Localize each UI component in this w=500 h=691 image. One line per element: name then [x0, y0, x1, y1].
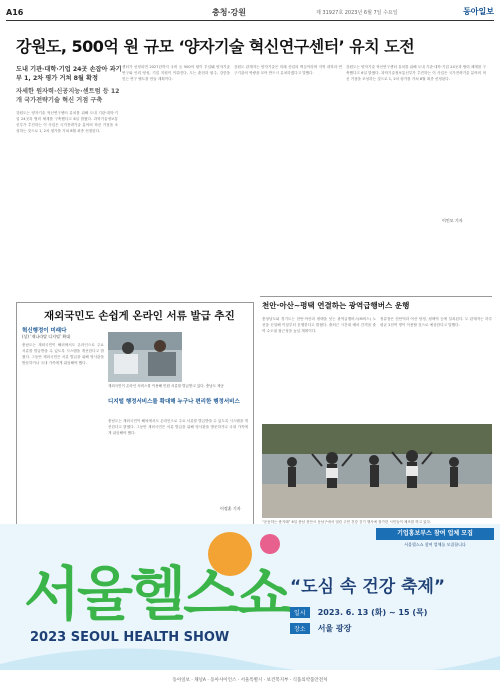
right-article-rule [260, 296, 492, 297]
main-headline: 강원도, 500억 원 규모 ‘양자기술 혁신연구센터’ 유치 도전 [16, 37, 415, 56]
page-number: A16 [6, 8, 24, 17]
right-article-body-1: 충청남도와 경기도는 천안·아산과 평택을 잇는 광역급행버스(M버스) 노선을 신설해 이달부터 운행한다고 밝혔다. 출퇴근 시간대 배차 간격을 줄여 수도권 접근성을 높일 계획이다. [262, 317, 376, 333]
newspaper-logo: 동아일보 [463, 7, 494, 16]
section-name: 충청·강원 [212, 8, 246, 17]
ad-place-row [290, 616, 490, 633]
box-article-photo [108, 332, 182, 382]
main-subheadline-1: 도내 기관·대학·기업 24곳 손잡아 과기부 1, 2차 평가 거쳐 8월 확정 [16, 66, 122, 82]
box-article-series: 혁신행정이 미래다 [22, 328, 67, 334]
ad-date-row [290, 600, 490, 617]
bottom-section-anchor [16, 0, 17, 1]
box-article-body-2: 충남도는 재외국민이 해외에서도 온라인으로 주요 서류를 발급받을 수 있도록 시스템을 개선한다고 밝혔다. 그동안 재외국민은 서류 발급을 위해 영사관을 방문하거나 국내 가족에게 위임해야 했다. [108, 419, 248, 435]
main-body-col-1: 강원도는 양자기술 혁신연구센터 유치를 위해 도내 기관·대학·기업 24곳과 협력 체계를 구축했다고 6일 밝혔다. 과학기술정보통신부가 추진하는 이 사업은 국가전략기술 분야의 혁신 거점을 조성하는 것으로 1, 2차 평가를 거쳐 8월 최종 선정된다. [16, 111, 118, 133]
issue-meta: 제 31927호 2023년 6월 7일 수요일 [316, 10, 398, 16]
ad-date-label: 일시 [290, 607, 310, 618]
ad-slogan: “도심 속 건강 축제” [290, 577, 446, 597]
ad-place-value: 서울 광장 [317, 624, 352, 633]
box-article-body: 충남도는 재외국민이 해외에서도 온라인으로 주요 서류를 발급받을 수 있도록 시스템을 개선한다고 밝혔다. 그동안 재외국민은 서류 발급을 위해 영사관을 방문하거나 국내 가족에게 위임해야 했다. [22, 343, 104, 365]
ad-title-english: 2023 SEOUL HEALTH SHOW [30, 630, 230, 645]
ad-date-value: 2023. 6. 13 (화) ∼ 15 (목) [317, 608, 428, 617]
box-article-headline: 재외국민도 손쉽게 온라인 서류 발급 추진 [44, 310, 235, 322]
main-body-col-3: 강원도 관계자는 양자기술은 미래 산업의 핵심이라며 지역 대학과 연구기관의 역량을 모아 반드시 유치하겠다고 말했다. [234, 65, 342, 75]
ad-recruit-banner: 기업홍보부스 참여 업체 모집 [376, 528, 494, 540]
main-byline: 이인모 기자 [442, 218, 463, 223]
box-article-series-sub: (상) ‘재나라탈 디지털’ 확대 [22, 334, 71, 339]
right-article-photo [262, 424, 492, 518]
ad-title-korean: 서울헬스쇼 [24, 560, 290, 628]
ad-banner [0, 524, 500, 691]
page-header [6, 6, 494, 21]
right-article-photo-caption: “운동하는 충거래” 6일 충남 천안시 동남구에서 열린 주민 건강 걷기 행사에 참가한 시민들이 체조를 하고 있다. [262, 520, 432, 524]
main-body-col-4: 강원도는 양자기술 혁신연구센터 유치를 위해 도내 기관·대학·기업 24곳과 협력 체계를 구축했다고 6일 밝혔다. 과학기술정보통신부가 추진하는 이 사업은 국가전략기술 분야의 혁신 거점을 조성하는 것으로 1, 2차 평가를 거쳐 8월 최종 선정된다. [346, 65, 486, 81]
box-article-side-title: 디지털 행정서비스를 확대해 누구나 편리한 행정서비스 [108, 399, 240, 405]
ad-recruit-sub: 서울헬스쇼 참여 업체를 모집합니다 [404, 542, 466, 547]
main-subheadline-2: 자세한 원자력·신공지능·센트럼 등 12개 국가전략기술 혁신 거점 구축 [16, 88, 120, 104]
ad-place-label: 장소 [290, 623, 310, 634]
right-article-body-2: 정류장은 천안역과 아산 탕정, 평택역 등에 설치된다. 도 관계자는 하루 평균 2천여 명이 이용할 것으로 예상한다고 말했다. [380, 317, 492, 327]
box-article-byline: 이정훈 기자 [220, 506, 241, 511]
main-body-col-2: 센터가 선정되면 2027년까지 국비 등 500억 원이 투입돼 양자기술 연구와 인력 양성, 기업 지원이 이뤄진다. 도는 춘천과 원주, 강릉을 잇는 연구 벨트를 만들 계획이다. [122, 65, 230, 81]
box-article-photo-caption: 재외국민이 온라인 서비스를 이용해 민원 서류를 발급받고 있다. 충남도 제공 [108, 384, 224, 388]
ad-sponsors-bar: 동아일보 · 채널A · 동아사이언스 · 서울특별시 · 보건복지부 · 식품의약품안전처 [0, 670, 500, 691]
right-article-headline: 천안·아산∼평택 연결하는 광역급행버스 운행 [262, 301, 410, 310]
